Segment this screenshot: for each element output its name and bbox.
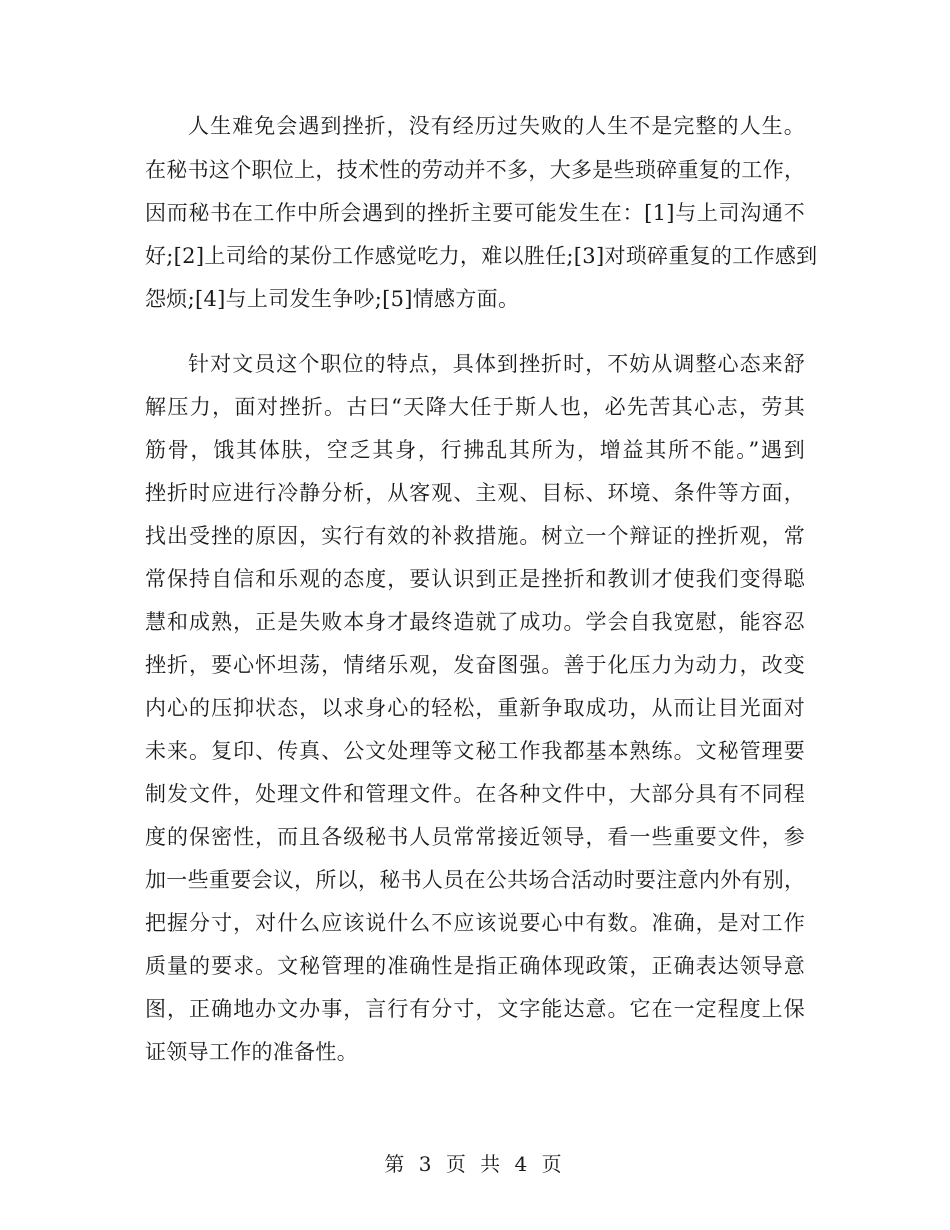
paragraph-2-line-16: 图，正确地办文办事，言行有分寸，文字能达意。它在一定程度上保 — [145, 997, 805, 1021]
paragraph-2-line-9: 内心的压抑状态，以求身心的轻松，重新争取成功，从而让目光面对 — [145, 696, 805, 720]
paragraph-1-line-4: 好;[2]上司给的某份工作感觉吃力，难以胜任;[3]对琐碎重复的工作感到 — [145, 244, 818, 268]
paragraph-2-line-1: 针对文员这个职位的特点，具体到挫折时，不妨从调整心态来舒 — [188, 352, 805, 376]
paragraph-2-line-15: 质量的要求。文秘管理的准确性是指正确体现政策，正确表达领导意 — [145, 954, 805, 978]
paragraph-2-line-6: 常保持自信和乐观的态度，要认识到正是挫折和教训才使我们变得聪 — [145, 567, 805, 591]
paragraph-2-line-13: 加一些重要会议，所以，秘书人员在公共场合活动时要注意内外有别， — [145, 868, 806, 892]
paragraph-1-line-1: 人生难免会遇到挫折，没有经历过失败的人生不是完整的人生。 — [188, 114, 805, 138]
page-number-footer: 第 3 页 共 4 页 — [384, 1152, 566, 1176]
paragraph-2-line-8: 挫折，要心怀坦荡，情绪乐观，发奋图强。善于化压力为动力，改变 — [145, 653, 805, 677]
paragraph-2-line-7: 慧和成熟，正是失败本身才最终造就了成功。学会自我宽慰，能容忍 — [145, 610, 805, 634]
paragraph-2-line-2: 解压力，面对挫折。古曰“天降大任于斯人也，必先苦其心志，劳其 — [145, 395, 805, 419]
paragraph-1-line-3: 因而秘书在工作中所会遇到的挫折主要可能发生在：[1]与上司沟通不 — [145, 201, 805, 225]
paragraph-2-line-4: 挫折时应进行冷静分析，从客观、主观、目标、环境、条件等方面， — [145, 481, 805, 505]
paragraph-2-line-17: 证领导工作的准备性。 — [145, 1040, 358, 1064]
paragraph-2-line-3: 筋骨，饿其体肤，空乏其身，行拂乱其所为，增益其所不能。”遇到 — [145, 438, 805, 462]
paragraph-2-line-5: 找出受挫的原因，实行有效的补救措施。树立一个辩证的挫折观，常 — [145, 524, 805, 548]
paragraph-2-line-14: 把握分寸，对什么应该说什么不应该说要心中有数。准确，是对工作 — [145, 911, 805, 935]
paragraph-2-line-11: 制发文件，处理文件和管理文件。在各种文件中，大部分具有不同程 — [145, 782, 805, 806]
paragraph-2-line-12: 度的保密性，而且各级秘书人员常常接近领导，看一些重要文件，参 — [145, 825, 805, 849]
paragraph-1-line-5: 怨烦;[4]与上司发生争吵;[5]情感方面。 — [145, 287, 520, 311]
paragraph-1-line-2: 在秘书这个职位上，技术性的劳动并不多，大多是些琐碎重复的工作， — [145, 158, 806, 182]
paragraph-2-line-10: 未来。复印、传真、公文处理等文秘工作我都基本熟练。文秘管理要 — [145, 739, 805, 763]
